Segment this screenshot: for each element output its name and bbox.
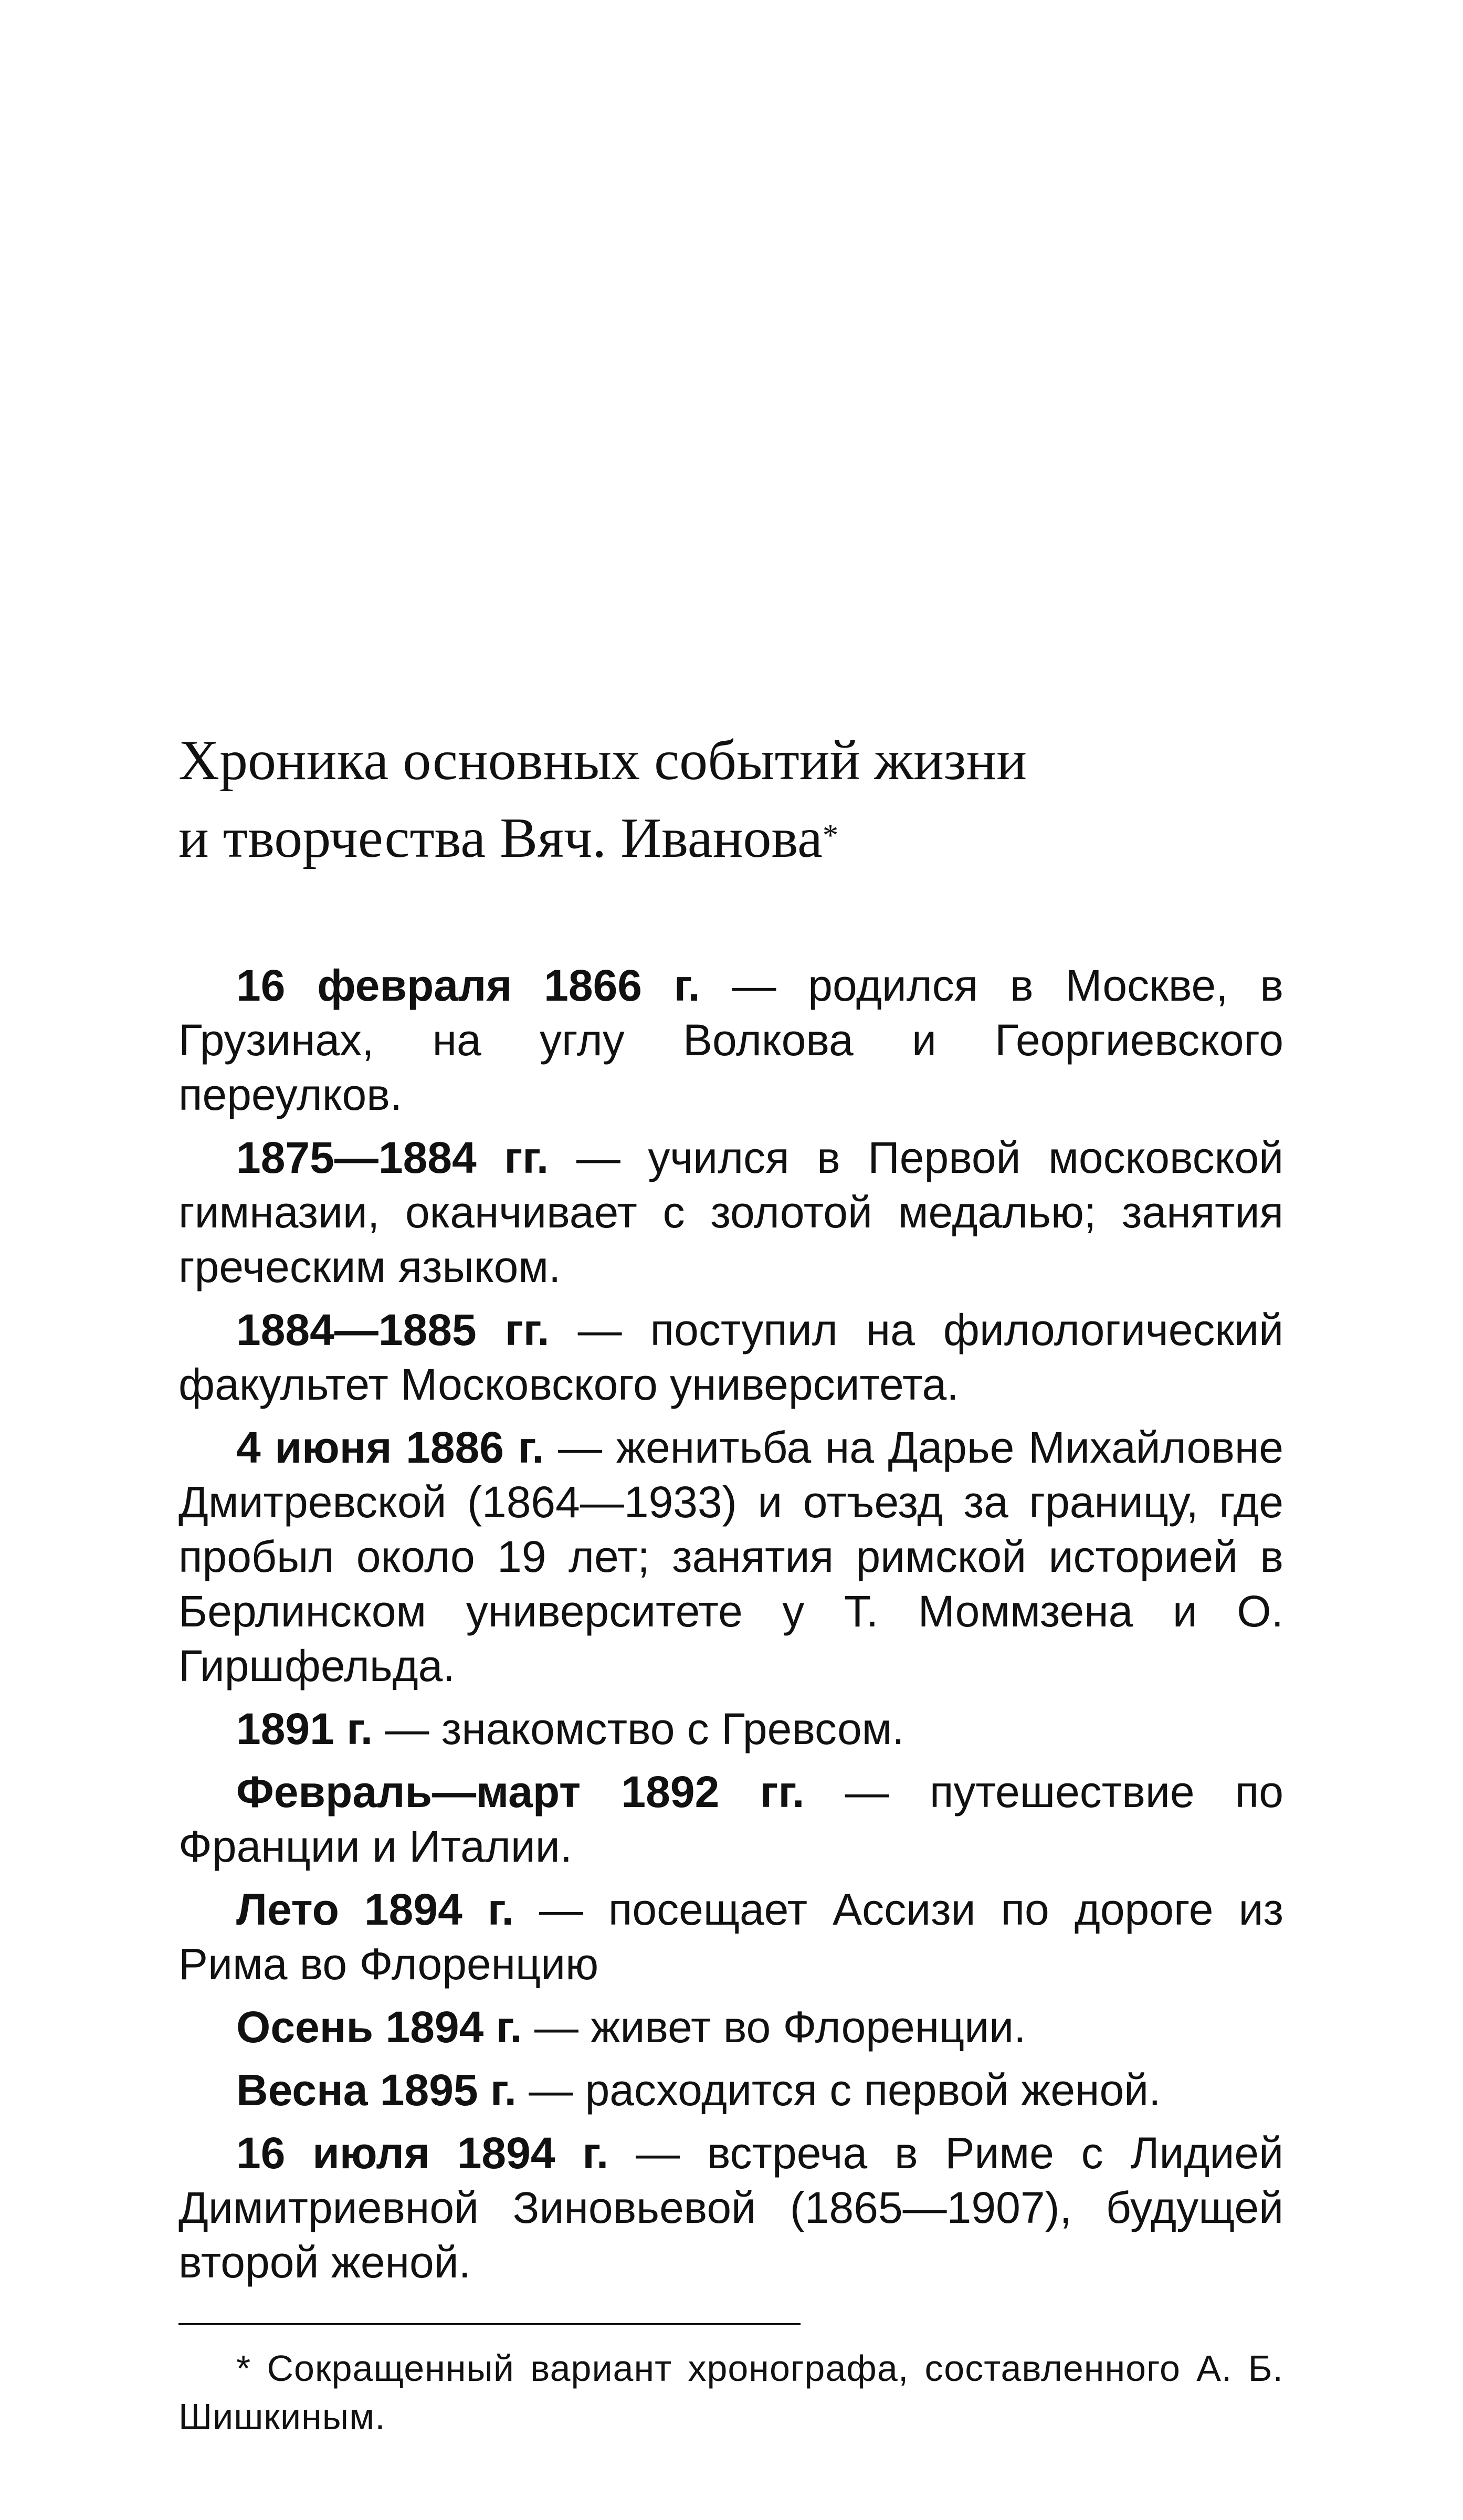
chronicle-entry <box>178 2063 1283 2117</box>
chronicle-entry <box>178 1303 1283 1412</box>
chronicle-entry <box>178 1420 1283 1693</box>
page-title <box>178 722 1333 877</box>
footnote-divider <box>178 2323 801 2325</box>
entry-date: Весна 1895 г. <box>236 2065 517 2115</box>
chronicle-entry <box>178 1882 1283 1991</box>
chronicle-entry <box>178 2126 1283 2290</box>
title-line-2 <box>178 800 1333 877</box>
entry-text: — родился в Москве, в Грузинах, на углу Волкова и Георгиевского переулков. <box>178 961 1283 1119</box>
entry-text: — расходится с первой женой. <box>516 2065 1161 2115</box>
entry-date: 4 июня 1886 г. <box>236 1423 544 1472</box>
entry-date: Осень 1894 г. <box>236 2002 522 2052</box>
entry-text: — знакомство с Гревсом. <box>373 1704 904 1754</box>
entry-date: 16 июля 1894 г. <box>236 2128 609 2178</box>
entry-date: 1875—1884 гг. <box>236 1133 549 1182</box>
entry-text: — учился в Первой московской гимназии, оканчивает с золотой медалью; занятия греческим языком. <box>178 1133 1283 1292</box>
entry-date: Февраль—март 1892 гг. <box>236 1767 805 1816</box>
entry-date: 1891 г. <box>236 1704 373 1754</box>
chronicle-entry <box>178 1765 1283 1874</box>
chronicle-entry <box>178 1702 1283 1756</box>
entry-text: — женитьба на Дарье Михайловне Дмитревской (1864—1933) и отъезд за границу, где пробыл около 19 лет; занятия римской историей в Берлинском университете у Т. Моммзена и О. Гиршфельда. <box>178 1423 1283 1690</box>
entry-text: — встреча в Риме с Лидией Димитриевной Зиновьевой (1865—1907), будущей второй женой. <box>178 2128 1284 2287</box>
entry-text: — посещает Ассизи по дороге из Рима во Флоренцию <box>178 1885 1283 1989</box>
chronicle-entry <box>178 958 1283 1122</box>
entry-date: 16 февраля 1866 г. <box>236 961 700 1010</box>
chronicle-entries <box>178 958 1283 2298</box>
entry-text: — поступил на филологический факультет Московского университета. <box>178 1305 1283 1409</box>
entry-date: Лето 1894 г. <box>236 1885 514 1934</box>
footnote-reference-mark: * <box>822 818 838 853</box>
title-line-2-text: и творчества Вяч. Иванова <box>178 807 823 869</box>
footnote: * Сокращенный вариант хронографа, составленного А. Б. Шишкиным. <box>178 2348 1283 2437</box>
chronicle-entry <box>178 2000 1283 2054</box>
title-line-1: Хроника основных событий жизни <box>178 729 1027 792</box>
entry-text: — живет во Флоренции. <box>522 2002 1026 2052</box>
chronicle-entry <box>178 1130 1283 1294</box>
entry-text: — путешествие по Франции и Италии. <box>178 1767 1283 1871</box>
entry-date: 1884—1885 гг. <box>236 1305 550 1354</box>
